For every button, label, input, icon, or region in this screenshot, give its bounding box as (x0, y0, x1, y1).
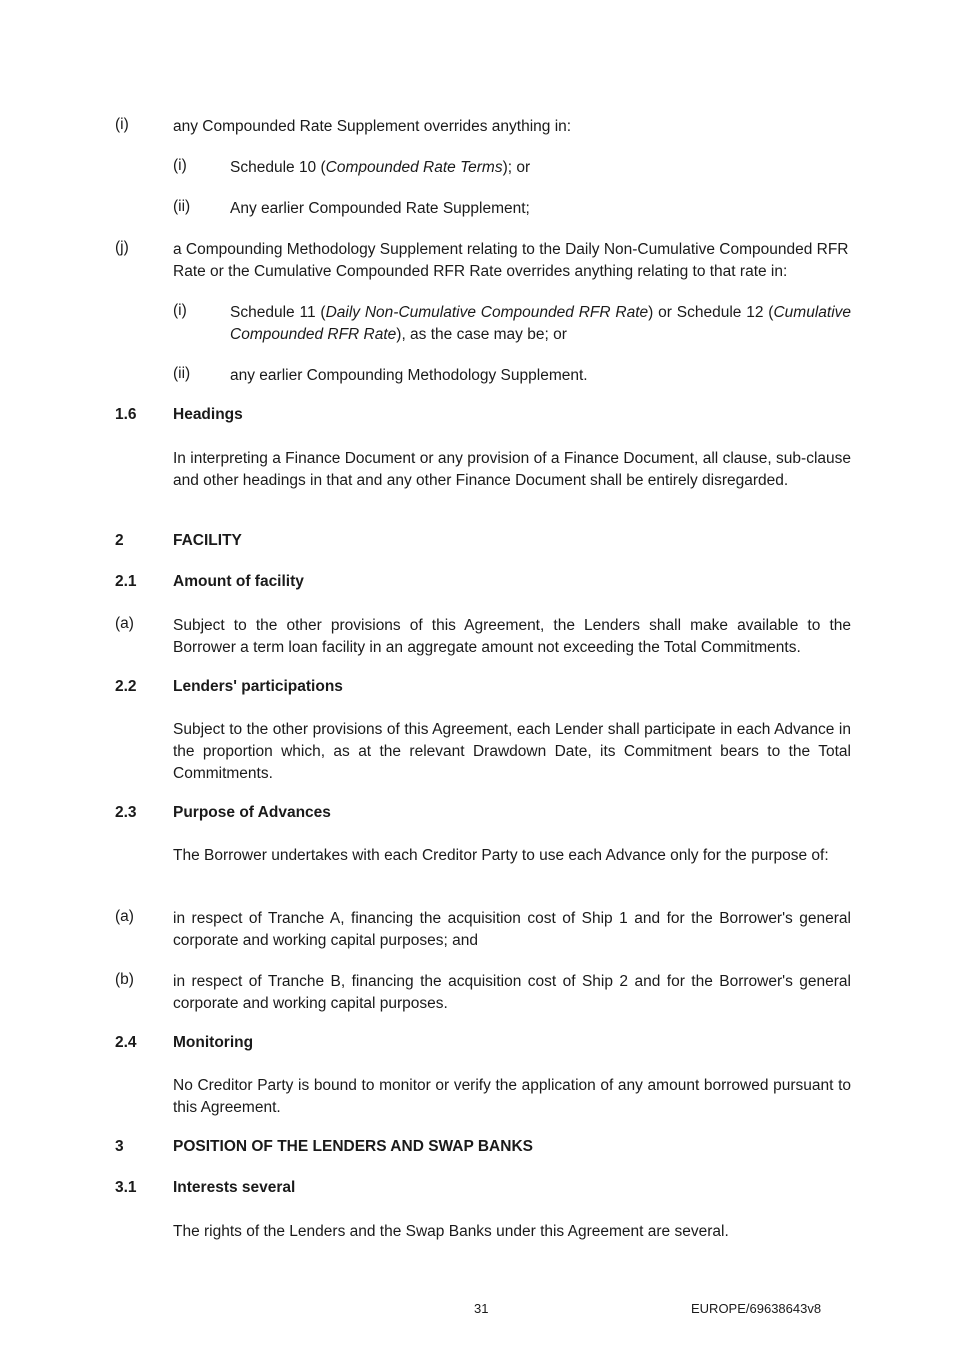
document-reference: EUROPE/69638643v8 (691, 1301, 822, 1316)
item-j-sub2-label: (ii) (173, 365, 191, 382)
item-i-label: (i) (115, 116, 129, 133)
section-2-4-title: Monitoring (173, 1034, 254, 1051)
section-2-3-item-a-text: in respect of Tranche A, financing the acquisition cost of Ship 1 and for the Borrower's general corporate and working capital purposes; and (173, 910, 851, 949)
item-j-sub2-text: any earlier Compounding Methodology Supplement. (230, 367, 588, 384)
section-2-3-item-b-text: in respect of Tranche B, financing the acquisition cost of Ship 2 and for the Borrower's general corporate and working capital purposes. (173, 973, 851, 1012)
section-2-2-body: Subject to the other provisions of this Agreement, each Lender shall participate in each Advance in the proportion which, as at the relevant Drawdown Date, its Commitment bears to the Total Commitments. (173, 721, 851, 782)
section-3-1-number: 3.1 (115, 1179, 137, 1196)
section-2-2-number: 2.2 (115, 678, 137, 695)
item-i-sub1-text: Schedule 10 (Compounded Rate Terms); or (230, 159, 531, 176)
section-3-1-title: Interests several (173, 1179, 296, 1196)
item-i-sub1-label: (i) (173, 157, 187, 174)
section-2-3-title: Purpose of Advances (173, 804, 331, 821)
item-i-sub2-label: (ii) (173, 198, 191, 215)
item-j-text: a Compounding Methodology Supplement relating to the Daily Non-Cumulative Compounded RFR Rate or the Cumulative Compounded RFR Rate overrides anything relating to that rate in: (173, 241, 849, 280)
section-2-number: 2 (115, 532, 124, 549)
section-2-title: FACILITY (173, 532, 242, 549)
section-3-number: 3 (115, 1138, 124, 1155)
section-3-1-body: The rights of the Lenders and the Swap Banks under this Agreement are several. (173, 1223, 729, 1240)
section-2-1-item-text: Subject to the other provisions of this Agreement, the Lenders shall make available to the Borrower a term loan facility in an aggregate amount not exceeding the Total Commitments. (173, 617, 851, 656)
section-2-3-item-b-label: (b) (115, 971, 134, 988)
section-2-3-item-a-label: (a) (115, 908, 134, 925)
section-2-2-title: Lenders' participations (173, 678, 343, 695)
section-2-1-item-label: (a) (115, 615, 134, 632)
item-j-sub1-text: Schedule 11 (Daily Non-Cumulative Compounded RFR Rate) or Schedule 12 (Cumulative Compounded RFR Rate), as the case may be; or (230, 304, 852, 343)
section-3-title: POSITION OF THE LENDERS AND SWAP BANKS (173, 1138, 533, 1155)
item-j-sub1-label: (i) (173, 302, 187, 319)
section-2-1-title: Amount of facility (173, 573, 304, 590)
section-2-3-number: 2.3 (115, 804, 137, 821)
section-2-4-number: 2.4 (115, 1034, 137, 1051)
item-j-label: (j) (115, 239, 129, 256)
page-number: 31 (474, 1301, 489, 1316)
section-1-6-body: In interpreting a Finance Document or any provision of a Finance Document, all clause, sub-clause and other headings in that and any other Finance Document shall be entirely disregarded. (173, 450, 851, 489)
section-1-6-number: 1.6 (115, 406, 137, 423)
item-i-text: any Compounded Rate Supplement overrides anything in: (173, 118, 572, 135)
section-2-3-body: The Borrower undertakes with each Creditor Party to use each Advance only for the purpose of: (173, 847, 829, 864)
item-i-sub2-text: Any earlier Compounded Rate Supplement; (230, 200, 530, 217)
section-2-1-number: 2.1 (115, 573, 137, 590)
section-1-6-title: Headings (173, 406, 243, 423)
section-2-4-body: No Creditor Party is bound to monitor or verify the application of any amount borrowed pursuant to this Agreement. (173, 1077, 851, 1116)
